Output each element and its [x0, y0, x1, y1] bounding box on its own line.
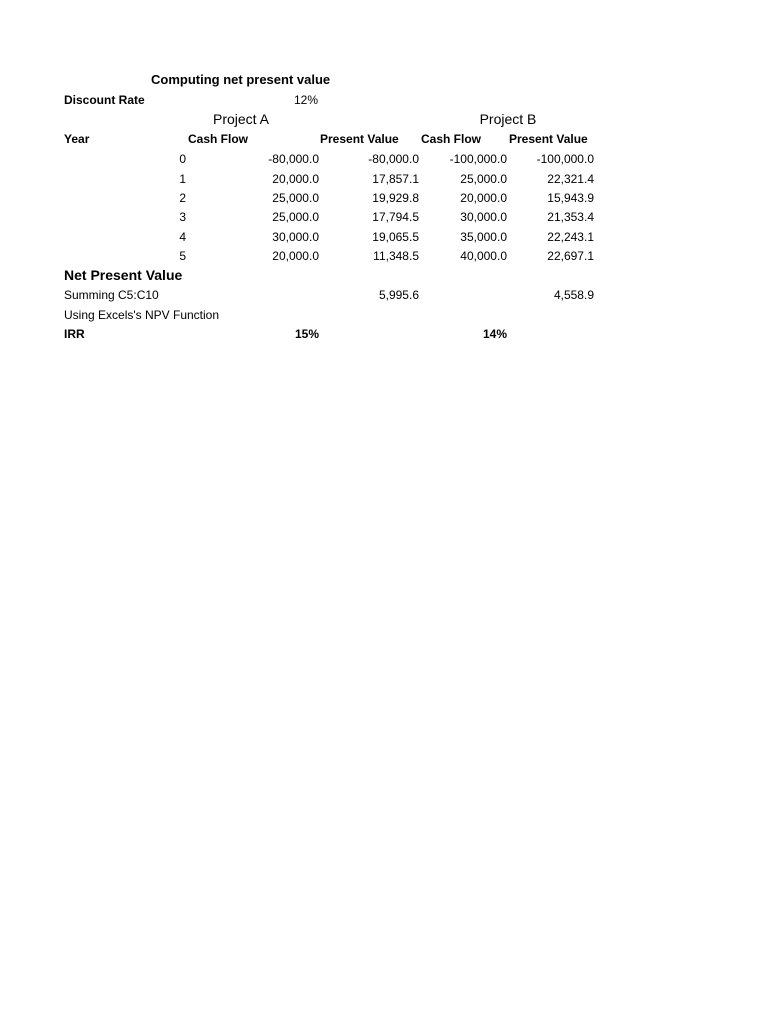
b-pv-cell: 22,321.4 — [547, 172, 594, 186]
b-pv-cell: 21,353.4 — [547, 210, 594, 224]
b-pv-cell: 22,697.1 — [547, 249, 594, 263]
page-title: Computing net present value — [151, 72, 331, 87]
project-b-heading: Project B — [479, 111, 537, 127]
year-cell: 4 — [179, 230, 186, 244]
b-pv-cell: -100,000.0 — [536, 152, 594, 166]
header-year: Year — [64, 132, 90, 146]
b-cash-cell: 25,000.0 — [460, 172, 507, 186]
a-pv-cell: 17,857.1 — [372, 172, 419, 186]
b-cash-cell: 35,000.0 — [460, 230, 507, 244]
irr-a-value: 15% — [294, 327, 319, 341]
b-cash-cell: 40,000.0 — [460, 249, 507, 263]
discount-rate-label: Discount Rate — [64, 93, 145, 107]
a-pv-cell: 19,065.5 — [372, 230, 419, 244]
year-cell: 0 — [179, 152, 186, 166]
a-cash-cell: 30,000.0 — [272, 230, 319, 244]
header-b-cash-flow: Cash Flow — [421, 132, 482, 146]
a-cash-cell: 25,000.0 — [272, 191, 319, 205]
project-a-heading: Project A — [212, 111, 270, 127]
irr-label: IRR — [64, 327, 85, 341]
header-a-present-value: Present Value — [320, 132, 399, 146]
a-cash-cell: 20,000.0 — [272, 249, 319, 263]
header-b-present-value: Present Value — [509, 132, 588, 146]
summing-b-value: 4,558.9 — [553, 288, 594, 302]
year-cell: 2 — [179, 191, 186, 205]
b-pv-cell: 15,943.9 — [547, 191, 594, 205]
a-pv-cell: 17,794.5 — [372, 210, 419, 224]
b-pv-cell: 22,243.1 — [547, 230, 594, 244]
header-a-cash-flow: Cash Flow — [188, 132, 249, 146]
year-cell: 3 — [179, 210, 186, 224]
discount-rate-value: 12% — [293, 93, 318, 107]
a-cash-cell: 25,000.0 — [272, 210, 319, 224]
a-cash-cell: 20,000.0 — [272, 172, 319, 186]
b-cash-cell: 30,000.0 — [460, 210, 507, 224]
a-pv-cell: -80,000.0 — [368, 152, 419, 166]
year-cell: 1 — [179, 172, 186, 186]
year-cell: 5 — [179, 249, 186, 263]
npv-heading: Net Present Value — [64, 267, 183, 283]
b-cash-cell: 20,000.0 — [460, 191, 507, 205]
summing-a-value: 5,995.6 — [378, 288, 419, 302]
a-pv-cell: 11,348.5 — [373, 249, 419, 263]
irr-b-value: 14% — [482, 327, 507, 341]
a-cash-cell: -80,000.0 — [268, 152, 319, 166]
b-cash-cell: -100,000.0 — [449, 152, 507, 166]
excel-npv-label: Using Excels's NPV Function — [64, 308, 220, 322]
summing-label: Summing C5:C10 — [64, 288, 159, 302]
a-pv-cell: 19,929.8 — [372, 191, 419, 205]
